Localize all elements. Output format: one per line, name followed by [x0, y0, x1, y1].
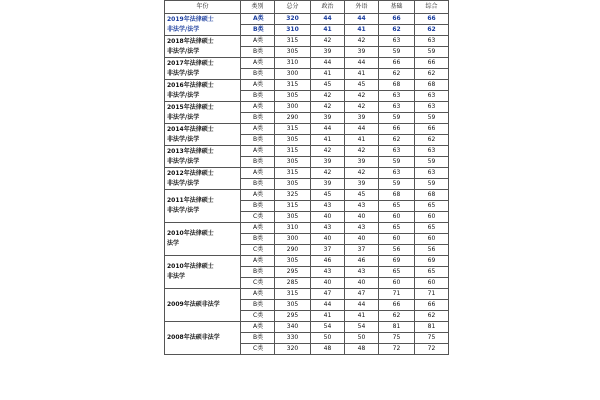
foreign-language-cell: 39 [345, 157, 379, 168]
total-cell: 290 [275, 245, 311, 256]
table-row [165, 223, 449, 234]
basics-cell: 63 [379, 146, 415, 157]
basics-cell: 66 [379, 124, 415, 135]
basics-cell: 62 [379, 135, 415, 146]
year-line: 2009年法硕非法学 [167, 301, 220, 308]
comprehensive-cell: 56 [415, 245, 449, 256]
comprehensive-cell: 60 [415, 234, 449, 245]
politics-cell: 46 [311, 256, 345, 267]
politics-cell: 44 [311, 124, 345, 135]
politics-cell: 45 [311, 190, 345, 201]
category-cell: A类 [241, 58, 275, 69]
politics-cell: 48 [311, 344, 345, 355]
politics-cell: 42 [311, 91, 345, 102]
score-table-container [164, 0, 448, 355]
politics-cell: 43 [311, 201, 345, 212]
basics-cell: 63 [379, 36, 415, 47]
politics-cell: 41 [311, 135, 345, 146]
table-row [165, 102, 449, 113]
foreign-language-cell: 42 [345, 146, 379, 157]
year-line: 2019年法律硕士 [167, 15, 214, 23]
basics-cell: 60 [379, 212, 415, 223]
comprehensive-cell: 66 [415, 14, 449, 25]
basics-cell: 59 [379, 113, 415, 124]
year-cell [165, 289, 241, 322]
politics-cell: 41 [311, 311, 345, 322]
comprehensive-cell: 75 [415, 333, 449, 344]
foreign-language-cell: 42 [345, 36, 379, 47]
comprehensive-cell: 66 [415, 300, 449, 311]
total-cell: 305 [275, 300, 311, 311]
year-line: 2015年法律硕士 [167, 103, 214, 111]
basics-cell: 65 [379, 267, 415, 278]
comprehensive-cell: 63 [415, 91, 449, 102]
basics-cell: 63 [379, 102, 415, 113]
category-cell: C类 [241, 278, 275, 289]
politics-cell: 39 [311, 157, 345, 168]
table-row [165, 124, 449, 135]
basics-cell: 62 [379, 69, 415, 80]
year-line: 非法学/法学 [167, 69, 200, 77]
foreign-language-cell: 42 [345, 91, 379, 102]
basics-cell: 65 [379, 223, 415, 234]
total-cell: 310 [275, 223, 311, 234]
table-row [165, 168, 449, 179]
year-line: 非法学/法学 [167, 91, 200, 99]
comprehensive-cell: 62 [415, 25, 449, 36]
total-cell: 305 [275, 179, 311, 190]
basics-cell: 65 [379, 201, 415, 212]
comprehensive-cell: 59 [415, 47, 449, 58]
foreign-language-cell: 54 [345, 322, 379, 333]
year-line: 2016年法律硕士 [167, 81, 214, 89]
category-cell: A类 [241, 80, 275, 91]
table-row [165, 322, 449, 333]
comprehensive-cell: 66 [415, 58, 449, 69]
category-cell: B类 [241, 201, 275, 212]
foreign-language-cell: 40 [345, 212, 379, 223]
total-cell: 285 [275, 278, 311, 289]
year-line: 非法学/法学 [167, 47, 200, 55]
comprehensive-cell: 62 [415, 135, 449, 146]
basics-cell: 59 [379, 179, 415, 190]
politics-cell: 39 [311, 113, 345, 124]
total-cell: 340 [275, 322, 311, 333]
comprehensive-cell: 59 [415, 113, 449, 124]
category-cell: B类 [241, 179, 275, 190]
category-cell: C类 [241, 212, 275, 223]
comprehensive-cell: 63 [415, 102, 449, 113]
foreign-language-cell: 42 [345, 168, 379, 179]
politics-cell: 39 [311, 47, 345, 58]
foreign-language-cell: 37 [345, 245, 379, 256]
category-cell: B类 [241, 300, 275, 311]
score-table [164, 0, 449, 355]
comprehensive-cell: 72 [415, 344, 449, 355]
foreign-language-cell: 45 [345, 190, 379, 201]
total-cell: 325 [275, 190, 311, 201]
politics-cell: 43 [311, 223, 345, 234]
year-line: 非法学/法学 [167, 113, 200, 121]
category-cell: B类 [241, 113, 275, 124]
total-cell: 320 [275, 344, 311, 355]
year-line: 非法学/法学 [167, 25, 200, 33]
year-cell [165, 168, 241, 190]
category-cell: A类 [241, 223, 275, 234]
table-row [165, 256, 449, 267]
year-cell [165, 190, 241, 223]
year-line: 2018年法律硕士 [167, 37, 214, 45]
politics-cell: 39 [311, 179, 345, 190]
category-cell: B类 [241, 91, 275, 102]
basics-cell: 59 [379, 157, 415, 168]
comprehensive-cell: 59 [415, 157, 449, 168]
category-cell: C类 [241, 311, 275, 322]
table-row [165, 36, 449, 47]
total-cell: 315 [275, 168, 311, 179]
foreign-language-cell: 43 [345, 267, 379, 278]
category-cell: C类 [241, 245, 275, 256]
category-cell: A类 [241, 168, 275, 179]
category-cell: A类 [241, 102, 275, 113]
politics-cell: 42 [311, 168, 345, 179]
total-cell: 305 [275, 47, 311, 58]
year-line: 2012年法律硕士 [167, 169, 214, 177]
basics-cell: 63 [379, 91, 415, 102]
total-cell: 315 [275, 289, 311, 300]
politics-cell: 41 [311, 25, 345, 36]
total-cell: 290 [275, 113, 311, 124]
foreign-language-cell: 39 [345, 113, 379, 124]
total-cell: 320 [275, 14, 311, 25]
foreign-language-cell: 47 [345, 289, 379, 300]
basics-cell: 60 [379, 278, 415, 289]
foreign-language-cell: 39 [345, 47, 379, 58]
basics-cell: 63 [379, 168, 415, 179]
comprehensive-cell: 65 [415, 267, 449, 278]
total-cell: 300 [275, 102, 311, 113]
header-row [165, 1, 449, 14]
foreign-language-cell: 41 [345, 311, 379, 322]
header-category: 类别 [241, 1, 275, 14]
total-cell: 295 [275, 311, 311, 322]
header-comprehensive: 综合 [415, 1, 449, 14]
total-cell: 330 [275, 333, 311, 344]
category-cell: C类 [241, 344, 275, 355]
comprehensive-cell: 69 [415, 256, 449, 267]
foreign-language-cell: 48 [345, 344, 379, 355]
politics-cell: 47 [311, 289, 345, 300]
year-line: 2011年法律硕士 [167, 197, 214, 204]
category-cell: A类 [241, 14, 275, 25]
comprehensive-cell: 63 [415, 36, 449, 47]
total-cell: 315 [275, 124, 311, 135]
category-cell: A类 [241, 124, 275, 135]
header-total: 总分 [275, 1, 311, 14]
foreign-language-cell: 43 [345, 223, 379, 234]
politics-cell: 41 [311, 69, 345, 80]
total-cell: 305 [275, 212, 311, 223]
politics-cell: 44 [311, 14, 345, 25]
foreign-language-cell: 46 [345, 256, 379, 267]
total-cell: 310 [275, 25, 311, 36]
basics-cell: 59 [379, 47, 415, 58]
politics-cell: 42 [311, 102, 345, 113]
category-cell: A类 [241, 289, 275, 300]
table-row [165, 289, 449, 300]
foreign-language-cell: 40 [345, 234, 379, 245]
foreign-language-cell: 45 [345, 80, 379, 91]
basics-cell: 69 [379, 256, 415, 267]
foreign-language-cell: 41 [345, 135, 379, 146]
year-cell [165, 223, 241, 256]
comprehensive-cell: 63 [415, 168, 449, 179]
total-cell: 315 [275, 80, 311, 91]
basics-cell: 56 [379, 245, 415, 256]
score-table-body [165, 14, 449, 355]
category-cell: B类 [241, 267, 275, 278]
foreign-language-cell: 39 [345, 179, 379, 190]
year-line: 非法学 [167, 273, 186, 280]
table-row [165, 80, 449, 91]
category-cell: B类 [241, 157, 275, 168]
year-line: 2014年法律硕士 [167, 125, 214, 133]
politics-cell: 45 [311, 80, 345, 91]
foreign-language-cell: 42 [345, 102, 379, 113]
politics-cell: 40 [311, 234, 345, 245]
total-cell: 305 [275, 256, 311, 267]
table-row [165, 14, 449, 25]
year-cell [165, 80, 241, 102]
foreign-language-cell: 40 [345, 278, 379, 289]
year-line: 2010年法律硕士 [167, 230, 214, 237]
foreign-language-cell: 41 [345, 69, 379, 80]
comprehensive-cell: 71 [415, 289, 449, 300]
comprehensive-cell: 65 [415, 223, 449, 234]
year-line: 非法学/法学 [167, 157, 200, 165]
year-cell [165, 322, 241, 355]
table-row [165, 146, 449, 157]
category-cell: B类 [241, 234, 275, 245]
foreign-language-cell: 44 [345, 58, 379, 69]
basics-cell: 66 [379, 300, 415, 311]
year-cell [165, 102, 241, 124]
politics-cell: 44 [311, 58, 345, 69]
category-cell: B类 [241, 135, 275, 146]
total-cell: 295 [275, 267, 311, 278]
politics-cell: 43 [311, 267, 345, 278]
year-cell [165, 146, 241, 168]
total-cell: 310 [275, 58, 311, 69]
comprehensive-cell: 81 [415, 322, 449, 333]
basics-cell: 75 [379, 333, 415, 344]
comprehensive-cell: 68 [415, 190, 449, 201]
total-cell: 305 [275, 135, 311, 146]
politics-cell: 42 [311, 36, 345, 47]
foreign-language-cell: 44 [345, 300, 379, 311]
table-row [165, 58, 449, 69]
year-cell [165, 58, 241, 80]
total-cell: 315 [275, 36, 311, 47]
year-cell [165, 124, 241, 146]
total-cell: 300 [275, 69, 311, 80]
total-cell: 315 [275, 201, 311, 212]
year-line: 非法学/法学 [167, 207, 200, 214]
basics-cell: 71 [379, 289, 415, 300]
table-row [165, 190, 449, 201]
foreign-language-cell: 44 [345, 124, 379, 135]
politics-cell: 54 [311, 322, 345, 333]
category-cell: B类 [241, 69, 275, 80]
category-cell: A类 [241, 190, 275, 201]
category-cell: A类 [241, 146, 275, 157]
basics-cell: 72 [379, 344, 415, 355]
comprehensive-cell: 60 [415, 212, 449, 223]
comprehensive-cell: 60 [415, 278, 449, 289]
year-cell [165, 36, 241, 58]
category-cell: B类 [241, 47, 275, 58]
foreign-language-cell: 50 [345, 333, 379, 344]
politics-cell: 40 [311, 278, 345, 289]
politics-cell: 44 [311, 300, 345, 311]
year-line: 非法学/法学 [167, 179, 200, 187]
basics-cell: 68 [379, 80, 415, 91]
year-line: 2010年法律硕士 [167, 263, 214, 270]
foreign-language-cell: 41 [345, 25, 379, 36]
comprehensive-cell: 68 [415, 80, 449, 91]
header-politics: 政治 [311, 1, 345, 14]
basics-cell: 66 [379, 14, 415, 25]
total-cell: 315 [275, 146, 311, 157]
category-cell: A类 [241, 256, 275, 267]
comprehensive-cell: 65 [415, 201, 449, 212]
year-line: 2017年法律硕士 [167, 59, 214, 67]
comprehensive-cell: 59 [415, 179, 449, 190]
total-cell: 305 [275, 157, 311, 168]
basics-cell: 62 [379, 311, 415, 322]
basics-cell: 68 [379, 190, 415, 201]
basics-cell: 81 [379, 322, 415, 333]
header-foreign-language: 外语 [345, 1, 379, 14]
category-cell: B类 [241, 25, 275, 36]
basics-cell: 62 [379, 25, 415, 36]
comprehensive-cell: 62 [415, 311, 449, 322]
basics-cell: 60 [379, 234, 415, 245]
year-cell [165, 14, 241, 36]
basics-cell: 66 [379, 58, 415, 69]
politics-cell: 37 [311, 245, 345, 256]
header-basics: 基础 [379, 1, 415, 14]
header-year: 年份 [165, 1, 241, 14]
politics-cell: 42 [311, 146, 345, 157]
foreign-language-cell: 43 [345, 201, 379, 212]
category-cell: A类 [241, 36, 275, 47]
year-line: 2008年法硕非法学 [167, 334, 220, 341]
total-cell: 305 [275, 91, 311, 102]
politics-cell: 40 [311, 212, 345, 223]
category-cell: B类 [241, 333, 275, 344]
politics-cell: 50 [311, 333, 345, 344]
comprehensive-cell: 66 [415, 124, 449, 135]
total-cell: 300 [275, 234, 311, 245]
foreign-language-cell: 44 [345, 14, 379, 25]
year-cell [165, 256, 241, 289]
year-line: 非法学/法学 [167, 135, 200, 143]
year-line: 2013年法律硕士 [167, 147, 214, 155]
category-cell: A类 [241, 322, 275, 333]
comprehensive-cell: 62 [415, 69, 449, 80]
year-line: 法学 [167, 240, 180, 247]
comprehensive-cell: 63 [415, 146, 449, 157]
